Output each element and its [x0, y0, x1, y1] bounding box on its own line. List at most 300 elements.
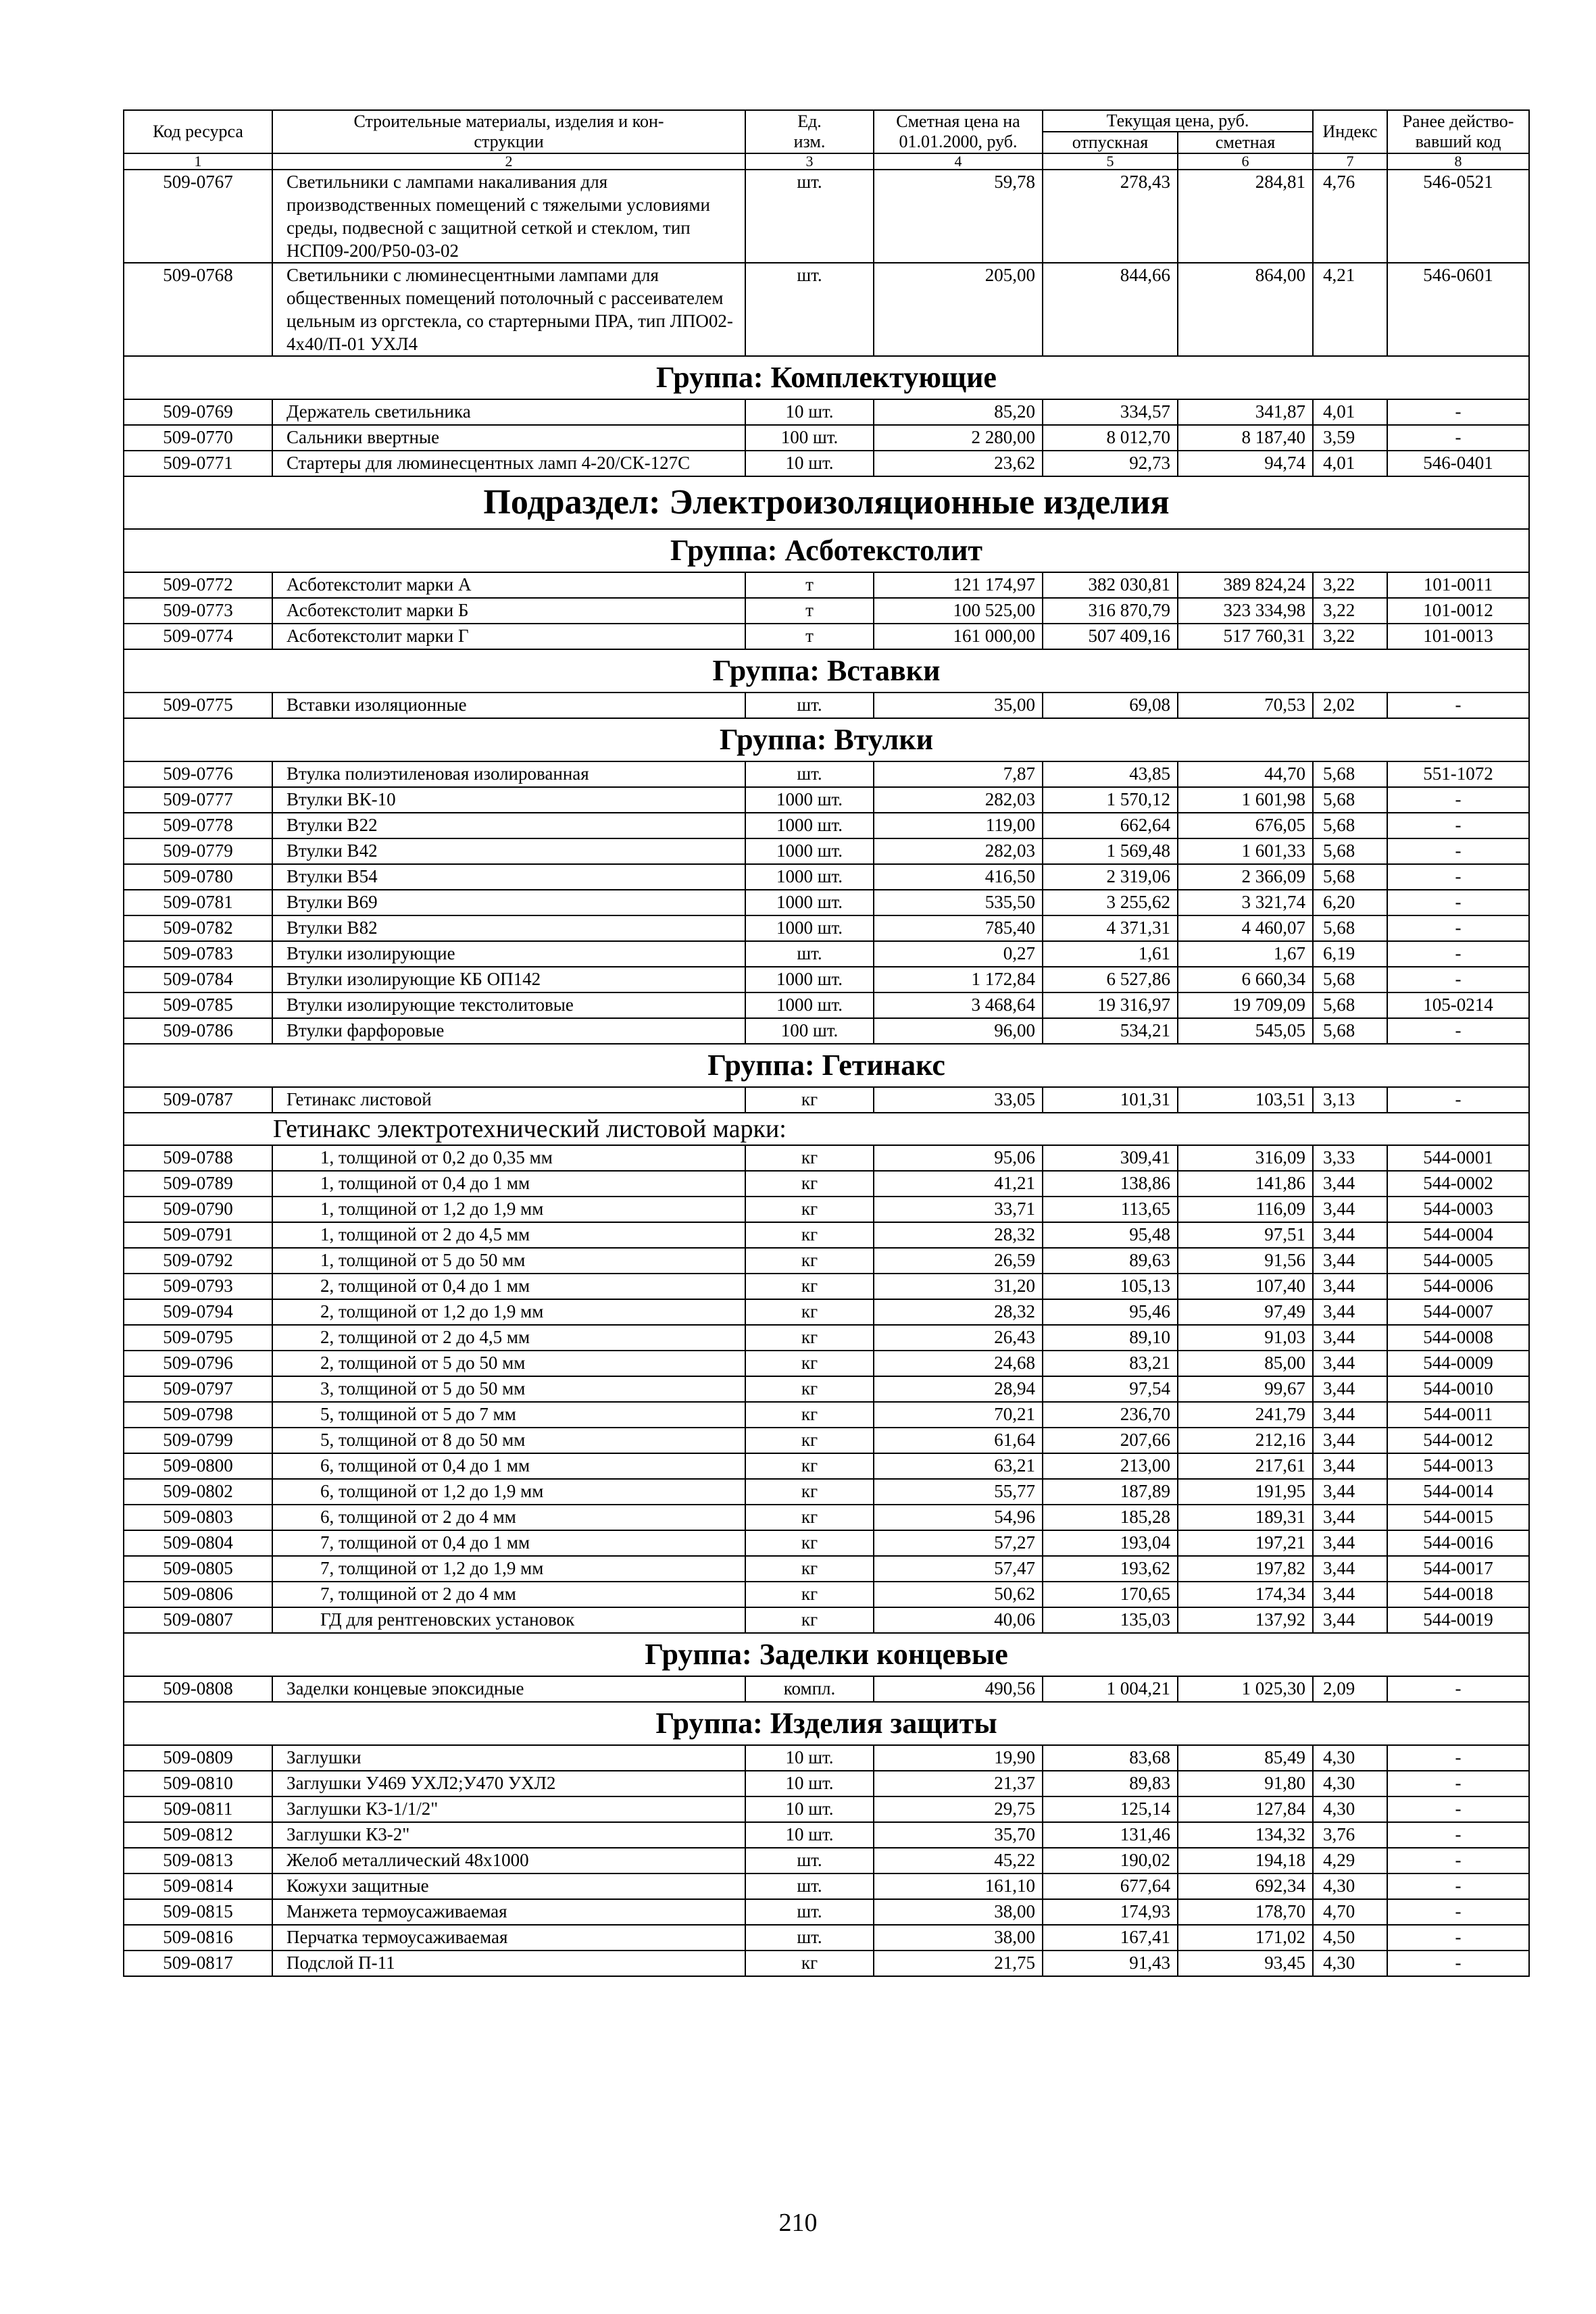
table-row — [124, 1848, 1529, 1873]
previous-code: 546-0521 — [1387, 170, 1529, 263]
price-index: 5,68 — [1313, 992, 1387, 1018]
price-index: 3,44 — [1313, 1479, 1387, 1505]
wholesale-price: 534,21 — [1043, 1018, 1178, 1044]
price-index: 3,22 — [1313, 572, 1387, 598]
base-price: 50,62 — [874, 1582, 1043, 1607]
base-price: 28,32 — [874, 1299, 1043, 1325]
column-number: 5 — [1043, 153, 1178, 170]
wholesale-price: 131,46 — [1043, 1822, 1178, 1848]
unit: т — [745, 572, 874, 598]
price-index: 3,44 — [1313, 1325, 1387, 1351]
table-body — [124, 170, 1529, 1976]
price-index: 3,33 — [1313, 1145, 1387, 1171]
wholesale-price: 167,41 — [1043, 1925, 1178, 1951]
table-row — [124, 425, 1529, 451]
table-row — [124, 1582, 1529, 1607]
table-row — [124, 1607, 1529, 1633]
estimate-price: 91,03 — [1178, 1325, 1313, 1351]
base-price: 785,40 — [874, 915, 1043, 941]
base-price: 54,96 — [874, 1505, 1043, 1530]
base-price: 100 525,00 — [874, 598, 1043, 624]
base-price: 40,06 — [874, 1607, 1043, 1633]
table-row — [124, 1171, 1529, 1197]
previous-code: 101-0012 — [1387, 598, 1529, 624]
table-row — [124, 1505, 1529, 1530]
price-index: 5,68 — [1313, 838, 1387, 864]
wholesale-price: 278,43 — [1043, 170, 1178, 263]
previous-code: - — [1387, 787, 1529, 813]
table-row — [124, 1428, 1529, 1453]
price-index: 3,44 — [1313, 1171, 1387, 1197]
column-number: 3 — [745, 153, 874, 170]
estimate-price: 4 460,07 — [1178, 915, 1313, 941]
resource-code: 509-0784 — [124, 967, 272, 992]
estimate-price: 91,56 — [1178, 1248, 1313, 1274]
unit: 1000 шт. — [745, 787, 874, 813]
base-price: 26,59 — [874, 1248, 1043, 1274]
resource-code: 509-0779 — [124, 838, 272, 864]
previous-code: - — [1387, 1771, 1529, 1796]
unit: кг — [745, 1274, 874, 1299]
unit: кг — [745, 1582, 874, 1607]
price-index: 4,30 — [1313, 1951, 1387, 1976]
group-heading-row — [124, 1044, 1529, 1087]
previous-code: - — [1387, 1848, 1529, 1873]
base-price: 31,20 — [874, 1274, 1043, 1299]
resource-code: 509-0806 — [124, 1582, 272, 1607]
wholesale-price: 309,41 — [1043, 1145, 1178, 1171]
estimate-price: 137,92 — [1178, 1607, 1313, 1633]
page-number: 210 — [778, 2209, 818, 2237]
resource-code: 509-0817 — [124, 1951, 272, 1976]
material-name: 7, толщиной от 2 до 4 мм — [272, 1582, 745, 1607]
estimate-price: 3 321,74 — [1178, 890, 1313, 915]
resource-code: 509-0768 — [124, 263, 272, 356]
unit: кг — [745, 1530, 874, 1556]
estimate-price: 107,40 — [1178, 1274, 1313, 1299]
price-index: 3,59 — [1313, 425, 1387, 451]
previous-code: 544-0001 — [1387, 1145, 1529, 1171]
material-name: Втулка полиэтиленовая изолированная — [272, 761, 745, 787]
wholesale-price: 190,02 — [1043, 1848, 1178, 1873]
previous-code: - — [1387, 1745, 1529, 1771]
material-name: Втулки В54 — [272, 864, 745, 890]
previous-code: - — [1387, 1822, 1529, 1848]
material-name: Втулки изолирующие КБ ОП142 — [272, 967, 745, 992]
base-price: 33,05 — [874, 1087, 1043, 1113]
estimate-price: 189,31 — [1178, 1505, 1313, 1530]
wholesale-price: 83,68 — [1043, 1745, 1178, 1771]
base-price: 490,56 — [874, 1676, 1043, 1702]
wholesale-price: 4 371,31 — [1043, 915, 1178, 941]
base-price: 38,00 — [874, 1925, 1043, 1951]
table-row — [124, 1530, 1529, 1556]
estimate-price: 2 366,09 — [1178, 864, 1313, 890]
table-row — [124, 624, 1529, 649]
previous-code: - — [1387, 1676, 1529, 1702]
unit: 1000 шт. — [745, 992, 874, 1018]
previous-code: 551-1072 — [1387, 761, 1529, 787]
group-title: Группа: Асботекстолит — [124, 529, 1529, 572]
resource-code: 509-0812 — [124, 1822, 272, 1848]
previous-code: - — [1387, 1796, 1529, 1822]
unit: шт. — [745, 1848, 874, 1873]
wholesale-price: 138,86 — [1043, 1171, 1178, 1197]
wholesale-price: 8 012,70 — [1043, 425, 1178, 451]
table-row — [124, 1822, 1529, 1848]
unit: кг — [745, 1607, 874, 1633]
material-name: 3, толщиной от 5 до 50 мм — [272, 1376, 745, 1402]
price-index: 4,70 — [1313, 1899, 1387, 1925]
unit: 1000 шт. — [745, 813, 874, 838]
unit: 1000 шт. — [745, 890, 874, 915]
estimate-price: 341,87 — [1178, 399, 1313, 425]
price-index: 2,09 — [1313, 1676, 1387, 1702]
base-price: 55,77 — [874, 1479, 1043, 1505]
table-row — [124, 1248, 1529, 1274]
material-name: Втулки ВК-10 — [272, 787, 745, 813]
material-name: 1, толщиной от 1,2 до 1,9 мм — [272, 1197, 745, 1222]
material-name: Заделки концевые эпоксидные — [272, 1676, 745, 1702]
previous-code: 544-0011 — [1387, 1402, 1529, 1428]
unit: кг — [745, 1453, 874, 1479]
header-index: Индекс — [1313, 110, 1387, 153]
previous-code: - — [1387, 813, 1529, 838]
material-name: Гетинакс листовой — [272, 1087, 745, 1113]
material-name: 2, толщиной от 0,4 до 1 мм — [272, 1274, 745, 1299]
material-name: Втулки В42 — [272, 838, 745, 864]
previous-code: 544-0017 — [1387, 1556, 1529, 1582]
column-number: 8 — [1387, 153, 1529, 170]
base-price: 59,78 — [874, 170, 1043, 263]
estimate-price: 1 601,98 — [1178, 787, 1313, 813]
price-index: 3,44 — [1313, 1428, 1387, 1453]
table-row — [124, 572, 1529, 598]
resource-code: 509-0807 — [124, 1607, 272, 1633]
wholesale-price: 92,73 — [1043, 451, 1178, 476]
price-index: 3,44 — [1313, 1248, 1387, 1274]
column-number: 1 — [124, 153, 272, 170]
estimate-price: 1 601,33 — [1178, 838, 1313, 864]
resource-code: 509-0797 — [124, 1376, 272, 1402]
base-price: 7,87 — [874, 761, 1043, 787]
price-index: 4,30 — [1313, 1796, 1387, 1822]
material-name: Манжета термоусаживаемая — [272, 1899, 745, 1925]
resource-code: 509-0795 — [124, 1325, 272, 1351]
column-number-row — [124, 153, 1529, 170]
unit: 10 шт. — [745, 451, 874, 476]
wholesale-price: 677,64 — [1043, 1873, 1178, 1899]
price-index: 3,44 — [1313, 1299, 1387, 1325]
base-price: 35,70 — [874, 1822, 1043, 1848]
estimate-price: 284,81 — [1178, 170, 1313, 263]
base-price: 38,00 — [874, 1899, 1043, 1925]
wholesale-price: 507 409,16 — [1043, 624, 1178, 649]
table-row — [124, 1556, 1529, 1582]
material-name: Втулки В22 — [272, 813, 745, 838]
price-index: 6,20 — [1313, 890, 1387, 915]
price-table — [123, 109, 1530, 1977]
resource-code: 509-0776 — [124, 761, 272, 787]
resource-code: 509-0788 — [124, 1145, 272, 1171]
base-price: 24,68 — [874, 1351, 1043, 1376]
material-name: Подслой П-11 — [272, 1951, 745, 1976]
material-name: Втулки В82 — [272, 915, 745, 941]
estimate-price: 212,16 — [1178, 1428, 1313, 1453]
resource-code: 509-0789 — [124, 1171, 272, 1197]
resource-code: 509-0782 — [124, 915, 272, 941]
material-name: 2, толщиной от 2 до 4,5 мм — [272, 1325, 745, 1351]
group-title: Группа: Вставки — [124, 649, 1529, 693]
previous-code: 544-0012 — [1387, 1428, 1529, 1453]
price-index: 3,22 — [1313, 598, 1387, 624]
table-row — [124, 864, 1529, 890]
previous-code: 544-0008 — [1387, 1325, 1529, 1351]
resource-code: 509-0800 — [124, 1453, 272, 1479]
base-price: 416,50 — [874, 864, 1043, 890]
table-row — [124, 1018, 1529, 1044]
unit: 10 шт. — [745, 1745, 874, 1771]
wholesale-price: 1 569,48 — [1043, 838, 1178, 864]
estimate-price: 191,95 — [1178, 1479, 1313, 1505]
resource-code: 509-0813 — [124, 1848, 272, 1873]
previous-code: 101-0011 — [1387, 572, 1529, 598]
wholesale-price: 97,54 — [1043, 1376, 1178, 1402]
previous-code: - — [1387, 890, 1529, 915]
table-row — [124, 761, 1529, 787]
estimate-price: 6 660,34 — [1178, 967, 1313, 992]
estimate-price: 94,74 — [1178, 451, 1313, 476]
material-name: 1, толщиной от 2 до 4,5 мм — [272, 1222, 745, 1248]
group-heading-row — [124, 1702, 1529, 1745]
previous-code: - — [1387, 399, 1529, 425]
estimate-price: 1 025,30 — [1178, 1676, 1313, 1702]
unit: кг — [745, 1197, 874, 1222]
estimate-price: 174,34 — [1178, 1582, 1313, 1607]
table-row — [124, 1402, 1529, 1428]
material-name: 6, толщиной от 1,2 до 1,9 мм — [272, 1479, 745, 1505]
base-price: 85,20 — [874, 399, 1043, 425]
wholesale-price: 207,66 — [1043, 1428, 1178, 1453]
unit: кг — [745, 1556, 874, 1582]
wholesale-price: 113,65 — [1043, 1197, 1178, 1222]
price-index: 5,68 — [1313, 787, 1387, 813]
price-index: 3,76 — [1313, 1822, 1387, 1848]
unit: 100 шт. — [745, 425, 874, 451]
unit: шт. — [745, 761, 874, 787]
estimate-price: 85,00 — [1178, 1351, 1313, 1376]
material-name: Перчатка термоусаживаемая — [272, 1925, 745, 1951]
resource-code: 509-0808 — [124, 1676, 272, 1702]
material-name: 2, толщиной от 1,2 до 1,9 мм — [272, 1299, 745, 1325]
resource-code: 509-0816 — [124, 1925, 272, 1951]
group-heading-row — [124, 649, 1529, 693]
unit: 1000 шт. — [745, 967, 874, 992]
unit: кг — [745, 1479, 874, 1505]
estimate-price: 44,70 — [1178, 761, 1313, 787]
table-row — [124, 263, 1529, 356]
base-price: 28,32 — [874, 1222, 1043, 1248]
unit: кг — [745, 1325, 874, 1351]
material-name: Заглушки У469 УХЛ2;У470 УХЛ2 — [272, 1771, 745, 1796]
previous-code: 544-0019 — [1387, 1607, 1529, 1633]
previous-code: 544-0013 — [1387, 1453, 1529, 1479]
estimate-price: 864,00 — [1178, 263, 1313, 356]
base-price: 161,10 — [874, 1873, 1043, 1899]
resource-code: 509-0780 — [124, 864, 272, 890]
material-name: 2, толщиной от 5 до 50 мм — [272, 1351, 745, 1376]
unit: кг — [745, 1087, 874, 1113]
estimate-price: 241,79 — [1178, 1402, 1313, 1428]
resource-code: 509-0769 — [124, 399, 272, 425]
table-row — [124, 170, 1529, 263]
material-name: Втулки В69 — [272, 890, 745, 915]
unit: 10 шт. — [745, 1822, 874, 1848]
table-row — [124, 787, 1529, 813]
base-price: 119,00 — [874, 813, 1043, 838]
base-price: 26,43 — [874, 1325, 1043, 1351]
estimate-price: 99,67 — [1178, 1376, 1313, 1402]
base-price: 23,62 — [874, 451, 1043, 476]
wholesale-price: 213,00 — [1043, 1453, 1178, 1479]
table-row — [124, 1745, 1529, 1771]
price-index: 3,44 — [1313, 1376, 1387, 1402]
wholesale-price: 170,65 — [1043, 1582, 1178, 1607]
group-title: Группа: Гетинакс — [124, 1044, 1529, 1087]
group-title: Группа: Заделки концевые — [124, 1633, 1529, 1676]
material-name: Втулки фарфоровые — [272, 1018, 745, 1044]
material-name: Вставки изоляционные — [272, 693, 745, 718]
estimate-price: 103,51 — [1178, 1087, 1313, 1113]
previous-code: 544-0004 — [1387, 1222, 1529, 1248]
wholesale-price: 334,57 — [1043, 399, 1178, 425]
unit: кг — [745, 1171, 874, 1197]
table-row — [124, 941, 1529, 967]
resource-code: 509-0799 — [124, 1428, 272, 1453]
material-name: 5, толщиной от 8 до 50 мм — [272, 1428, 745, 1453]
unit: кг — [745, 1145, 874, 1171]
column-number: 6 — [1178, 153, 1313, 170]
unit: т — [745, 598, 874, 624]
table-row — [124, 967, 1529, 992]
previous-code: - — [1387, 1087, 1529, 1113]
resource-code: 509-0814 — [124, 1873, 272, 1899]
price-index: 3,44 — [1313, 1222, 1387, 1248]
price-index: 3,44 — [1313, 1582, 1387, 1607]
estimate-price: 134,32 — [1178, 1822, 1313, 1848]
unit: кг — [745, 1299, 874, 1325]
table-row — [124, 1771, 1529, 1796]
group-heading-row — [124, 529, 1529, 572]
estimate-price: 545,05 — [1178, 1018, 1313, 1044]
previous-code: - — [1387, 1925, 1529, 1951]
unit: шт. — [745, 1925, 874, 1951]
material-name: 5, толщиной от 5 до 7 мм — [272, 1402, 745, 1428]
previous-code: 544-0010 — [1387, 1376, 1529, 1402]
price-index: 3,13 — [1313, 1087, 1387, 1113]
resource-code: 509-0773 — [124, 598, 272, 624]
base-price: 19,90 — [874, 1745, 1043, 1771]
base-price: 45,22 — [874, 1848, 1043, 1873]
resource-code: 509-0793 — [124, 1274, 272, 1299]
unit: шт. — [745, 1873, 874, 1899]
previous-code: 544-0016 — [1387, 1530, 1529, 1556]
price-index: 3,44 — [1313, 1197, 1387, 1222]
price-index: 4,30 — [1313, 1873, 1387, 1899]
unit: т — [745, 624, 874, 649]
unit: 10 шт. — [745, 399, 874, 425]
price-index: 5,68 — [1313, 915, 1387, 941]
table-row — [124, 1925, 1529, 1951]
wholesale-price: 105,13 — [1043, 1274, 1178, 1299]
wholesale-price: 187,89 — [1043, 1479, 1178, 1505]
resource-code: 509-0767 — [124, 170, 272, 263]
base-price: 0,27 — [874, 941, 1043, 967]
group-heading-row — [124, 1633, 1529, 1676]
base-price: 41,21 — [874, 1171, 1043, 1197]
base-price: 63,21 — [874, 1453, 1043, 1479]
material-name: Втулки изолирующие — [272, 941, 745, 967]
previous-code: 546-0401 — [1387, 451, 1529, 476]
base-price: 121 174,97 — [874, 572, 1043, 598]
unit: шт. — [745, 941, 874, 967]
material-name: Асботекстолит марки А — [272, 572, 745, 598]
wholesale-price: 174,93 — [1043, 1899, 1178, 1925]
resource-code: 509-0804 — [124, 1530, 272, 1556]
price-index: 2,02 — [1313, 693, 1387, 718]
previous-code: - — [1387, 1018, 1529, 1044]
wholesale-price: 185,28 — [1043, 1505, 1178, 1530]
wholesale-price: 193,04 — [1043, 1530, 1178, 1556]
wholesale-price: 2 319,06 — [1043, 864, 1178, 890]
base-price: 57,27 — [874, 1530, 1043, 1556]
wholesale-price: 19 316,97 — [1043, 992, 1178, 1018]
price-index: 6,19 — [1313, 941, 1387, 967]
unit: кг — [745, 1351, 874, 1376]
header-wholesale: отпускная — [1043, 132, 1178, 153]
wholesale-price: 95,46 — [1043, 1299, 1178, 1325]
previous-code: 544-0002 — [1387, 1171, 1529, 1197]
header-name: Строительные материалы, изделия и кон- струкции — [272, 110, 745, 153]
wholesale-price: 89,63 — [1043, 1248, 1178, 1274]
table-row — [124, 1351, 1529, 1376]
price-index: 4,76 — [1313, 170, 1387, 263]
wholesale-price: 69,08 — [1043, 693, 1178, 718]
resource-code: 509-0791 — [124, 1222, 272, 1248]
subheading-row — [124, 1113, 1529, 1145]
previous-code: 544-0014 — [1387, 1479, 1529, 1505]
price-index: 4,50 — [1313, 1925, 1387, 1951]
unit: 10 шт. — [745, 1771, 874, 1796]
column-number: 4 — [874, 153, 1043, 170]
material-name: Желоб металлический 48х1000 — [272, 1848, 745, 1873]
resource-code: 509-0792 — [124, 1248, 272, 1274]
price-index: 4,30 — [1313, 1771, 1387, 1796]
wholesale-price: 844,66 — [1043, 263, 1178, 356]
estimate-price: 171,02 — [1178, 1925, 1313, 1951]
unit: 100 шт. — [745, 1018, 874, 1044]
table-row — [124, 915, 1529, 941]
material-name: 1, толщиной от 5 до 50 мм — [272, 1248, 745, 1274]
previous-code: - — [1387, 941, 1529, 967]
table-row — [124, 1453, 1529, 1479]
wholesale-price: 316 870,79 — [1043, 598, 1178, 624]
group-title: Группа: Комплектующие — [124, 356, 1529, 399]
table-row — [124, 1376, 1529, 1402]
material-name: Втулки изолирующие текстолитовые — [272, 992, 745, 1018]
table-row — [124, 1222, 1529, 1248]
resource-code: 509-0805 — [124, 1556, 272, 1582]
